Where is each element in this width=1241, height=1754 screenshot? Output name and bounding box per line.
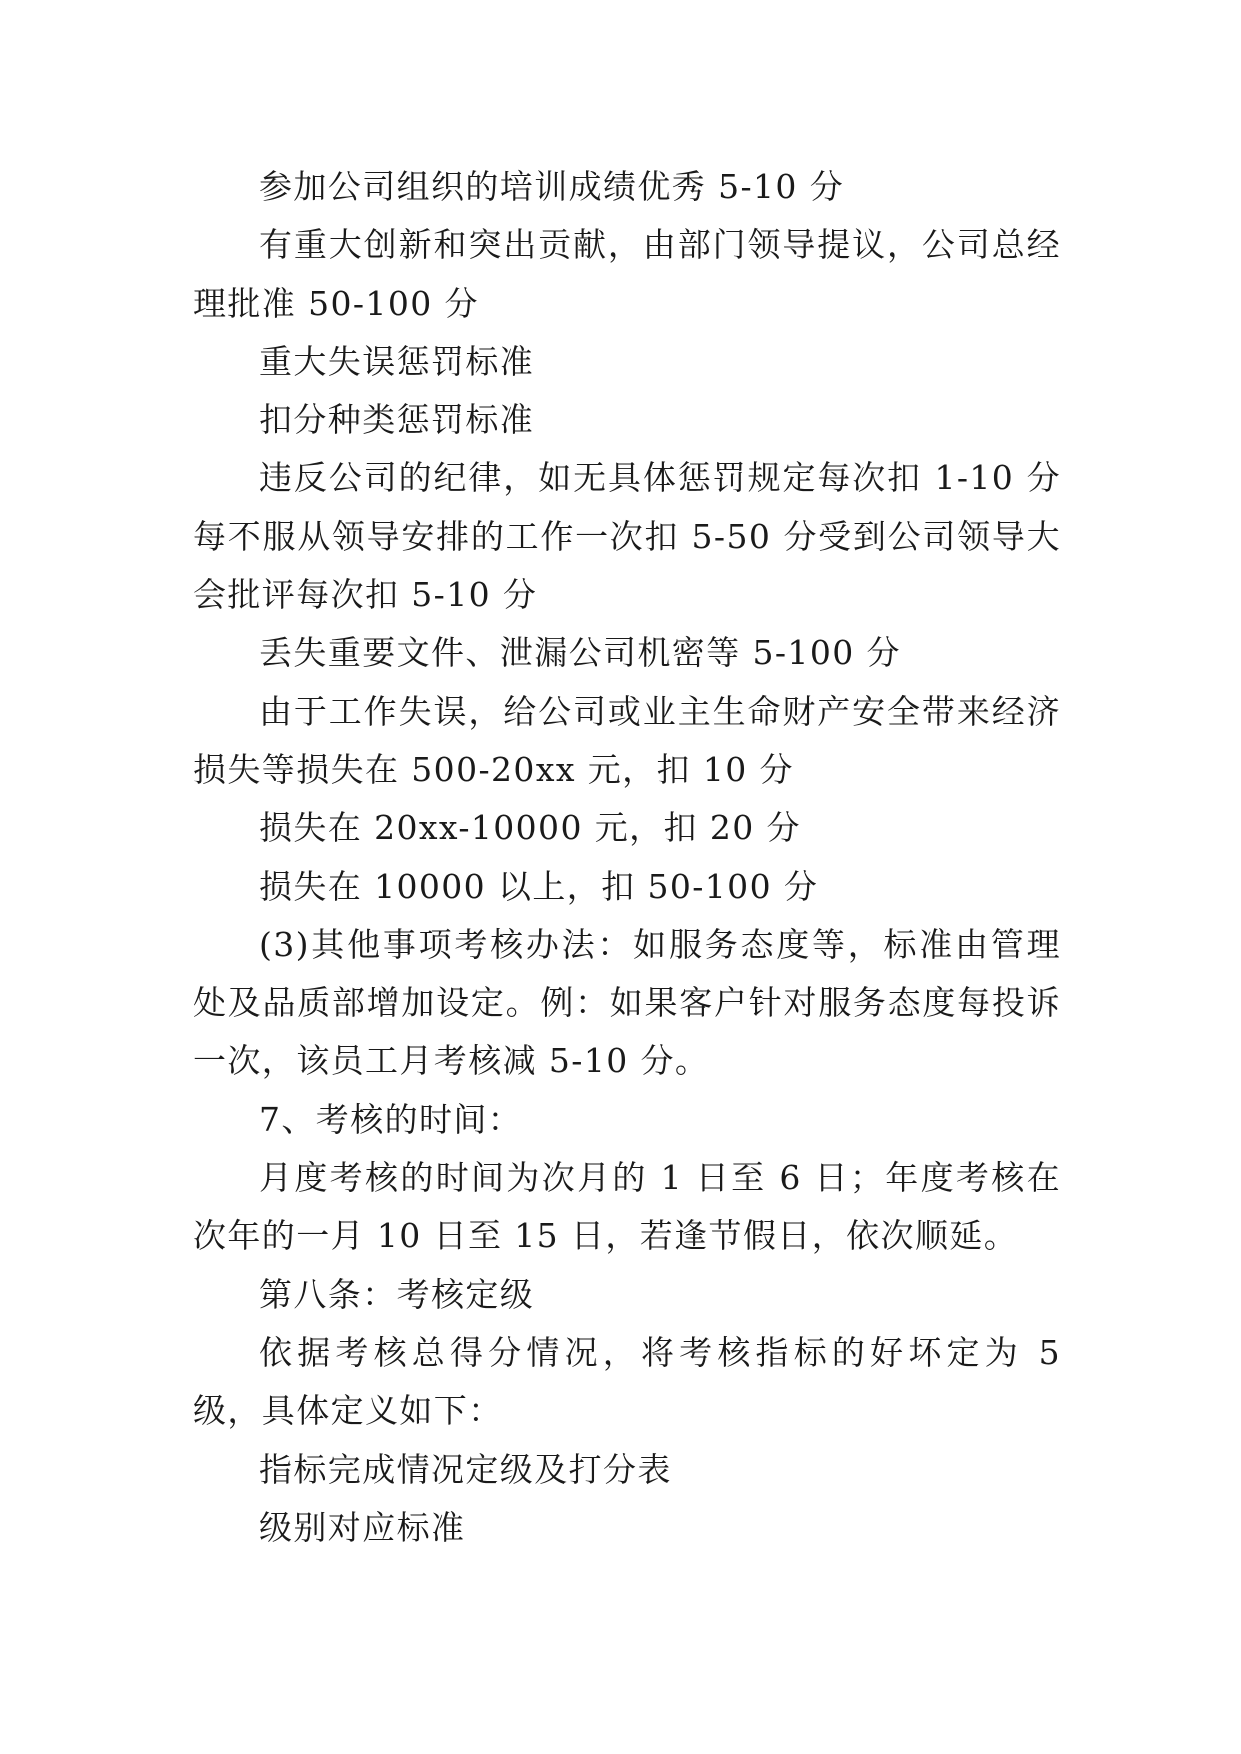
- paragraph-work-error-loss: 由于工作失误，给公司或业主生命财产安全带来经济损失等损失在 500-20xx 元，扣 10 分: [193, 691, 1061, 789]
- paragraph-loss-tier-2: 损失在 20xx-10000 元，扣 20 分: [259, 808, 801, 848]
- paragraph-assessment-time: 月度考核的时间为次月的 1 日至 6 日；年度考核在次年的一月 10 日至 15 日，若逢节假日，依次顺延。: [193, 1158, 1061, 1256]
- document-body: [193, 158, 1061, 1557]
- paragraph-section-7-heading: 7、考核的时间：: [259, 1099, 523, 1139]
- paragraph-article-8-heading: 第八条：考核定级: [259, 1274, 535, 1314]
- paragraph-training-bonus: 参加公司组织的培训成绩优秀 5-10 分: [259, 167, 845, 206]
- paragraph-grading-table-title: 指标完成情况定级及打分表: [259, 1449, 672, 1489]
- paragraph-grade-standard-heading: 级别对应标准: [259, 1507, 466, 1547]
- paragraph-loss-tier-3: 损失在 10000 以上，扣 50-100 分: [259, 866, 819, 906]
- paragraph-deduction-types-heading: 扣分种类惩罚标准: [259, 400, 535, 440]
- paragraph-discipline-violation: 违反公司的纪律，如无具体惩罚规定每次扣 1-10 分每不服从领导安排的工作一次扣 5-50 分受到公司领导大会批评每次扣 5-10 分: [193, 458, 1061, 615]
- paragraph-major-error-heading: 重大失误惩罚标准: [259, 341, 535, 381]
- paragraph-lost-documents: 丢失重要文件、泄漏公司机密等 5-100 分: [259, 633, 901, 673]
- paragraph-innovation-bonus: 有重大创新和突出贡献，由部门领导提议，公司总经理批准 50-100 分: [193, 225, 1061, 323]
- paragraph-other-items: (3)其他事项考核办法：如服务态度等，标准由管理处及品质部增加设定。例：如果客户针对服务态度每投诉一次，该员工月考核减 5-10 分。: [193, 924, 1061, 1081]
- paragraph-grade-definition: 依据考核总得分情况，将考核指标的好坏定为 5 级，具体定义如下：: [193, 1332, 1061, 1431]
